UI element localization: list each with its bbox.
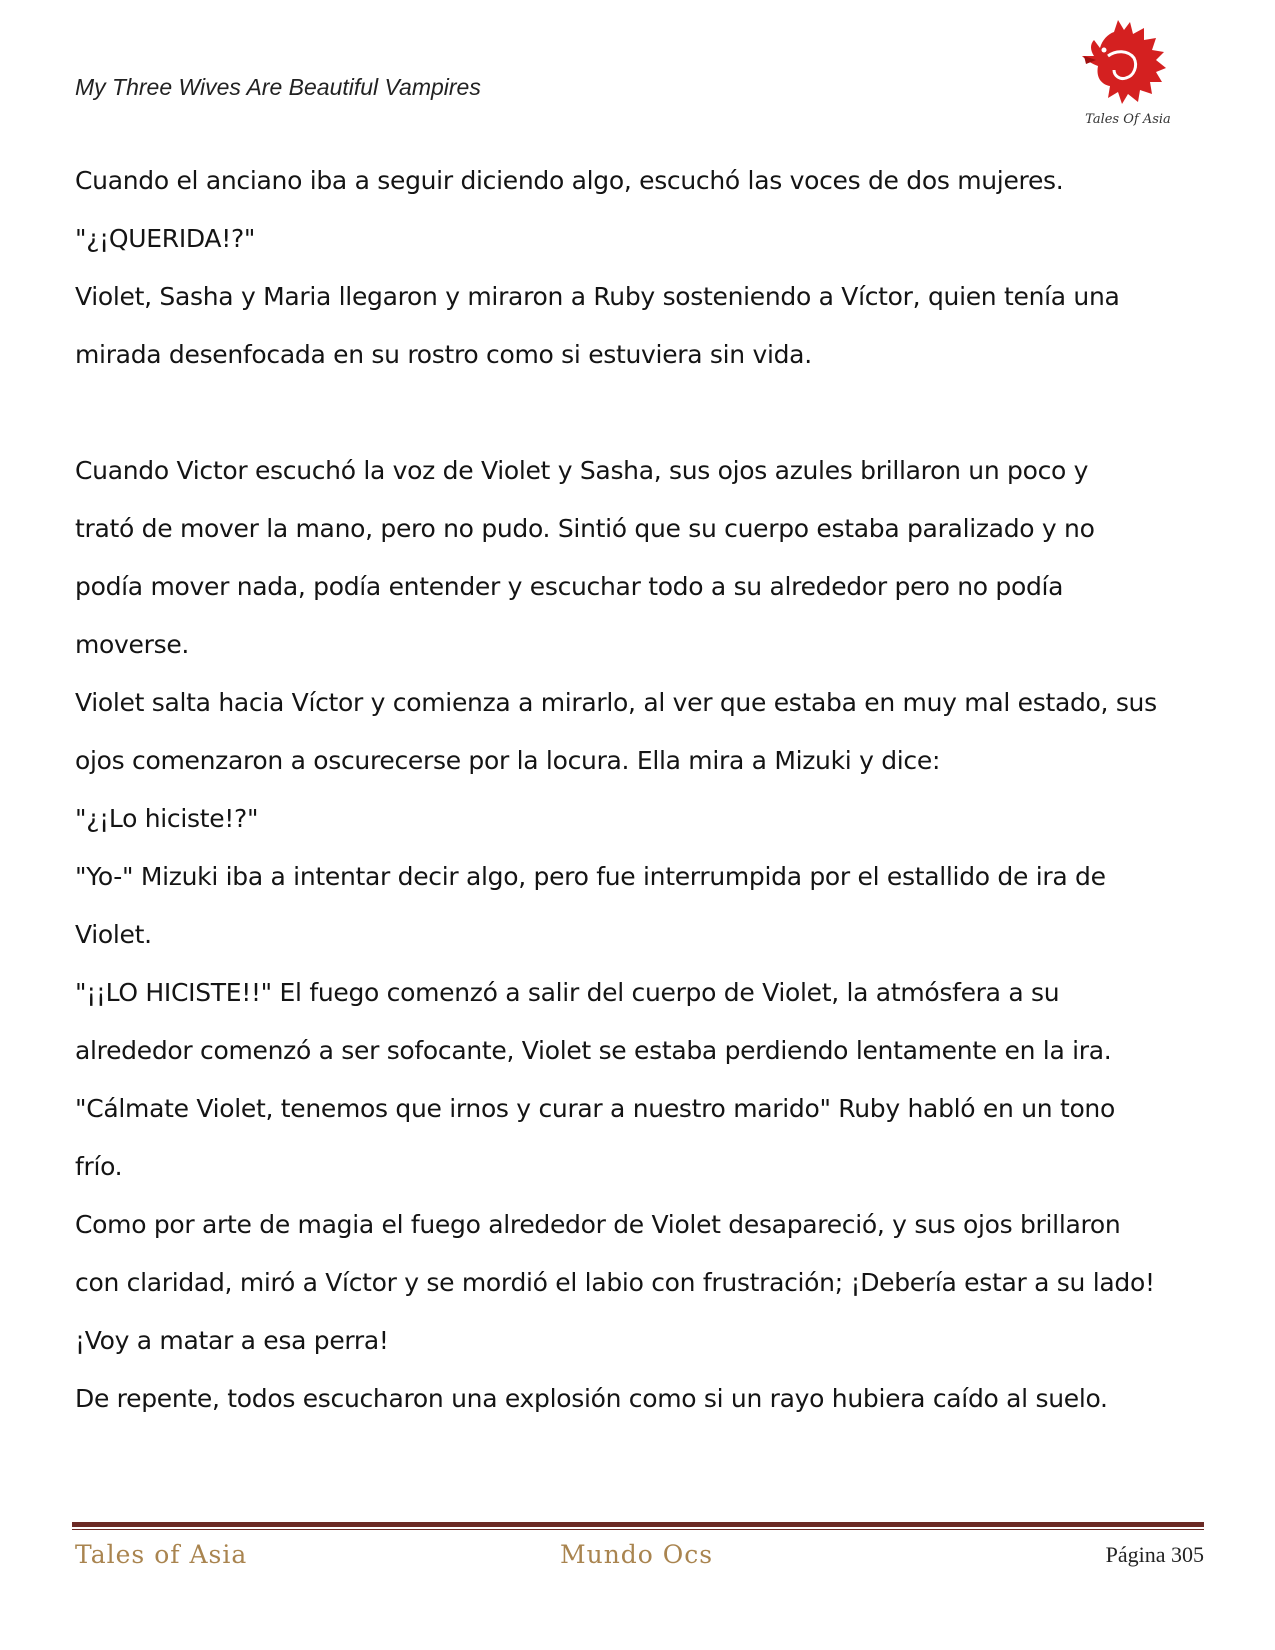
footer-rule-thin [72,1529,1204,1530]
body-line: mirada desenfocada en su rostro como si estuviera sin vida. [75,340,812,369]
footer-brand: Tales of Asia [75,1540,248,1569]
body-line: con claridad, miró a Víctor y se mordió el labio con frustración; ¡Debería estar a su lado! [75,1268,1155,1297]
body-line: alrededor comenzó a ser sofocante, Violet se estaba perdiendo lentamente en la ira. [75,1036,1112,1065]
footer-rule [72,1522,1204,1527]
body-line: Violet. [75,920,152,949]
body-line: Como por arte de magia el fuego alrededor de Violet desapareció, y sus ojos brillaron [75,1210,1121,1239]
body-line: Violet, Sasha y Maria llegaron y miraron a Ruby sosteniendo a Víctor, quien tenía una [75,282,1120,311]
body-line: "¡¡LO HICISTE!!" El fuego comenzó a salir del cuerpo de Violet, la atmósfera a su [75,978,1060,1007]
document-header-title: My Three Wives Are Beautiful Vampires [75,74,481,100]
body-line: "Yo-" Mizuki iba a intentar decir algo, pero fue interrumpida por el estallido de ira de [75,862,1106,891]
page-number: Página 305 [1105,1542,1204,1567]
body-line: Violet salta hacia Víctor y comienza a mirarlo, al ver que estaba en muy mal estado, sus [75,688,1157,717]
body-line: podía mover nada, podía entender y escuchar todo a su alrededor pero no podía [75,572,1064,601]
body-line: "Cálmate Violet, tenemos que irnos y curar a nuestro marido" Ruby habló en un tono [75,1094,1115,1123]
document-body [75,152,1215,1428]
paragraph-gap [75,384,1215,442]
body-line: moverse. [75,630,190,659]
body-line: ¡Voy a matar a esa perra! [75,1326,389,1355]
body-line: Cuando Victor escuchó la voz de Violet y Sasha, sus ojos azules brillaron un poco y [75,456,1089,485]
logo-text: Tales Of Asia [1085,112,1171,127]
body-line: "¿¡Lo hiciste!?" [75,804,259,833]
body-line: trató de mover la mano, pero no pudo. Sintió que su cuerpo estaba paralizado y no [75,514,1095,543]
body-line: ojos comenzaron a oscurecerse por la locura. Ella mira a Mizuki y dice: [75,746,941,775]
tales-of-asia-logo [1078,16,1178,138]
body-line: "¿¡QUERIDA!?" [75,224,256,253]
body-line: frío. [75,1152,123,1181]
body-line: De repente, todos escucharon una explosión como si un rayo hubiera caído al suelo. [75,1384,1108,1413]
footer-group-name: Mundo Ocs [560,1540,714,1569]
body-line: Cuando el anciano iba a seguir diciendo algo, escuchó las voces de dos mujeres. [75,166,1064,195]
red-dragon-icon [1078,16,1178,116]
